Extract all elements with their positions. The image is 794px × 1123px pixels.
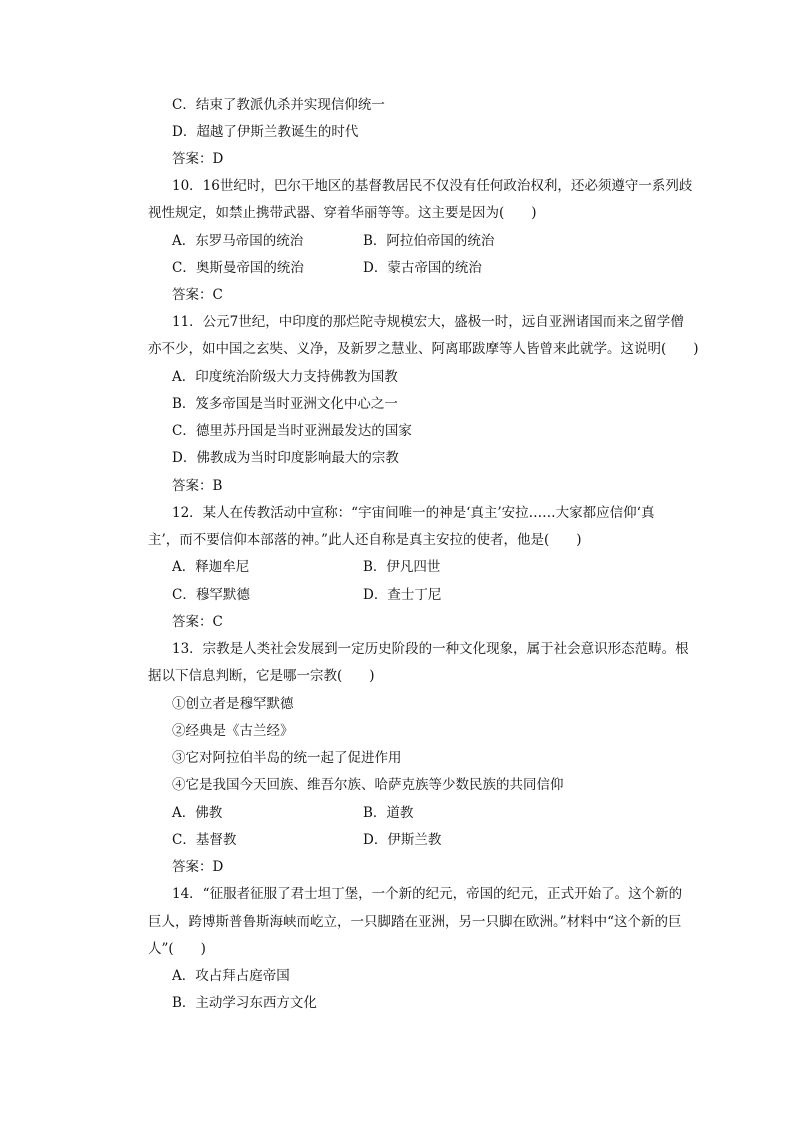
option-c-q13: C．基督教 (172, 832, 237, 848)
option-c-q9: C．结束了教派仇杀并实现信仰统一 (172, 97, 385, 113)
option-b-q12: B．伊凡四世 (363, 559, 441, 575)
option-a-q14: A．攻占拜占庭帝国 (172, 968, 290, 984)
info-item-1-q13: ①创立者是穆罕默德 (172, 696, 294, 712)
question-13-line-2: 据以下信息判断，它是哪一宗教( ) (148, 668, 375, 684)
option-d-q10: D．蒙古帝国的统治 (363, 260, 482, 276)
answer-q11: 答案：B (172, 478, 223, 494)
option-b-q13: B．道教 (363, 805, 414, 821)
question-13-line-1: 13．宗教是人类社会发展到一定历史阶段的一种文化现象，属于社会意识形态范畴。根 (172, 641, 689, 657)
question-14-line-3: 人”( ) (148, 941, 206, 957)
answer-q9: 答案：D (172, 151, 224, 167)
question-12-line-1: 12．某人在传教活动中宣称：“宇宙间唯一的神是‘真主’安拉……大家都应信仰‘真 (172, 505, 655, 521)
option-c-q12: C．穆罕默德 (172, 587, 250, 603)
info-item-4-q13: ④它是我国今天回族、维吾尔族、哈萨克族等少数民族的共同信仰 (172, 777, 564, 793)
info-item-3-q13: ③它对阿拉伯半岛的统一起了促进作用 (172, 750, 402, 766)
option-d-q13: D．伊斯兰教 (363, 832, 442, 848)
option-d-q12: D．查士丁尼 (363, 587, 442, 603)
question-12-line-2: 主’，而不要信仰本部落的神。”此人还自称是真主安拉的使者，他是( ) (148, 532, 582, 548)
option-c-q10: C．奥斯曼帝国的统治 (172, 260, 304, 276)
info-item-2-q13: ②经典是《古兰经》 (172, 723, 294, 739)
option-d-q9: D．超越了伊斯兰教诞生的时代 (172, 124, 359, 140)
question-14-line-1: 14．“征服者征服了君士坦丁堡，一个新的纪元，帝国的纪元，正式开始了。这个新的 (172, 886, 683, 902)
option-b-q10: B．阿拉伯帝国的统治 (363, 233, 495, 249)
question-11-line-2: 亦不少，如中国之玄奘、义净，及新罗之慧业、阿离耶跋摩等人皆曾来此就学。这说明( ) (148, 341, 699, 357)
option-b-q11: B．笈多帝国是当时亚洲文化中心之一 (172, 396, 398, 412)
question-10-line-2: 视性规定，如禁止携带武器、穿着华丽等等。这主要是因为( ) (148, 205, 537, 221)
question-10-line-1: 10．16世纪时，巴尔干地区的基督教居民不仅没有任何政治权利，还必须遵守一系列歧 (172, 178, 693, 194)
option-d-q11: D．佛教成为当时印度影响最大的宗教 (172, 450, 399, 466)
option-b-q14: B．主动学习东西方文化 (172, 995, 317, 1011)
question-11-line-1: 11．公元7世纪，中印度的那烂陀寺规模宏大，盛极一时，远自亚洲诸国而来之留学僧 (172, 314, 684, 330)
answer-q10: 答案：C (172, 287, 223, 303)
option-c-q11: C．德里苏丹国是当时亚洲最发达的国家 (172, 423, 412, 439)
option-a-q11: A．印度统治阶级大力支持佛教为国教 (172, 369, 398, 385)
option-a-q12: A．释迦牟尼 (172, 559, 250, 575)
answer-q13: 答案：D (172, 859, 224, 875)
answer-q12: 答案：C (172, 614, 223, 630)
question-14-line-2: 巨人，跨博斯普鲁斯海峡而屹立，一只脚踏在亚洲，另一只脚在欧洲。”材料中“这个新的巨 (148, 914, 682, 930)
option-a-q13: A．佛教 (172, 805, 223, 821)
option-a-q10: A．东罗马帝国的统治 (172, 233, 304, 249)
